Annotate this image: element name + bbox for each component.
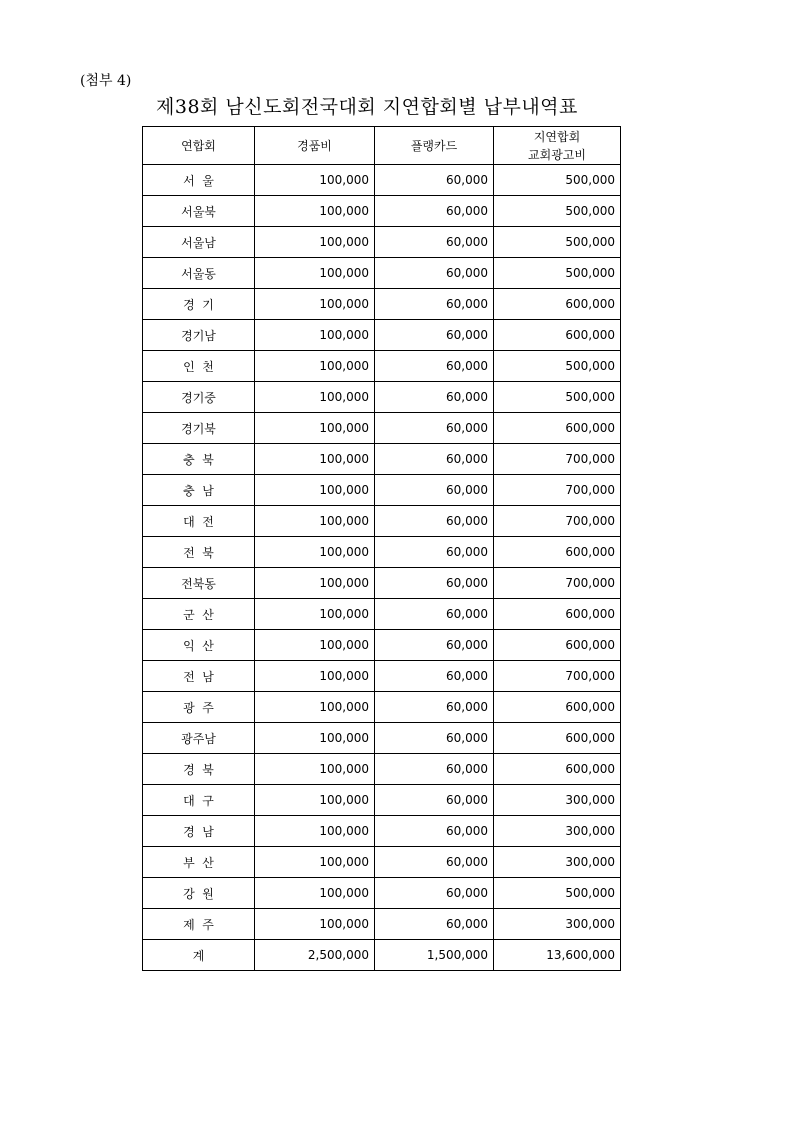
table-row bbox=[143, 413, 621, 444]
table-row bbox=[143, 475, 621, 506]
prize-fee-cell: 100,000 bbox=[255, 506, 375, 537]
banner-fee-cell: 60,000 bbox=[375, 692, 494, 723]
page-title: 제38회 남신도회전국대회 지연합회별 납부내역표 bbox=[156, 96, 578, 118]
region-cell: 충 북 bbox=[143, 444, 255, 475]
table-row bbox=[143, 351, 621, 382]
prize-fee-cell: 100,000 bbox=[255, 630, 375, 661]
table-row bbox=[143, 320, 621, 351]
prize-fee-cell: 100,000 bbox=[255, 909, 375, 940]
region-cell: 강 원 bbox=[143, 878, 255, 909]
table-row bbox=[143, 227, 621, 258]
banner-fee-cell: 60,000 bbox=[375, 475, 494, 506]
prize-fee-cell: 100,000 bbox=[255, 413, 375, 444]
banner-fee-cell: 60,000 bbox=[375, 785, 494, 816]
prize-fee-cell: 100,000 bbox=[255, 444, 375, 475]
prize-fee-cell: 100,000 bbox=[255, 351, 375, 382]
ad-fee-cell: 500,000 bbox=[494, 382, 621, 413]
table-row bbox=[143, 754, 621, 785]
region-cell: 전 남 bbox=[143, 661, 255, 692]
ad-fee-cell: 500,000 bbox=[494, 196, 621, 227]
ad-fee-cell: 300,000 bbox=[494, 909, 621, 940]
table-row bbox=[143, 723, 621, 754]
banner-fee-cell: 60,000 bbox=[375, 258, 494, 289]
ad-fee-cell: 600,000 bbox=[494, 537, 621, 568]
table-row bbox=[143, 785, 621, 816]
prize-fee-cell: 100,000 bbox=[255, 196, 375, 227]
banner-fee-cell: 60,000 bbox=[375, 723, 494, 754]
banner-fee-cell: 60,000 bbox=[375, 506, 494, 537]
ad-fee-cell: 300,000 bbox=[494, 785, 621, 816]
header-prize-fee: 경품비 bbox=[255, 127, 375, 165]
region-cell: 서울남 bbox=[143, 227, 255, 258]
banner-fee-cell: 60,000 bbox=[375, 599, 494, 630]
banner-fee-cell: 60,000 bbox=[375, 878, 494, 909]
region-cell: 경 북 bbox=[143, 754, 255, 785]
ad-fee-cell: 700,000 bbox=[494, 661, 621, 692]
region-cell: 경 기 bbox=[143, 289, 255, 320]
region-cell: 군 산 bbox=[143, 599, 255, 630]
region-cell: 광 주 bbox=[143, 692, 255, 723]
table-row bbox=[143, 537, 621, 568]
prize-fee-cell: 100,000 bbox=[255, 382, 375, 413]
table-row bbox=[143, 909, 621, 940]
prize-fee-cell: 100,000 bbox=[255, 692, 375, 723]
banner-fee-cell: 60,000 bbox=[375, 320, 494, 351]
ad-fee-cell: 600,000 bbox=[494, 754, 621, 785]
ad-fee-cell: 600,000 bbox=[494, 723, 621, 754]
payment-table bbox=[142, 126, 621, 971]
banner-fee-cell: 60,000 bbox=[375, 413, 494, 444]
banner-fee-cell: 60,000 bbox=[375, 537, 494, 568]
table-row bbox=[143, 444, 621, 475]
prize-fee-cell: 100,000 bbox=[255, 227, 375, 258]
table-body bbox=[143, 165, 621, 940]
region-cell: 경기중 bbox=[143, 382, 255, 413]
ad-fee-cell: 600,000 bbox=[494, 692, 621, 723]
prize-fee-cell: 100,000 bbox=[255, 475, 375, 506]
prize-fee-cell: 100,000 bbox=[255, 816, 375, 847]
header-ad-fee-line1: 지연합회 bbox=[533, 129, 581, 144]
ad-fee-cell: 500,000 bbox=[494, 878, 621, 909]
ad-fee-cell: 600,000 bbox=[494, 599, 621, 630]
ad-fee-cell: 300,000 bbox=[494, 847, 621, 878]
ad-fee-cell: 600,000 bbox=[494, 320, 621, 351]
prize-fee-cell: 100,000 bbox=[255, 568, 375, 599]
banner-fee-cell: 60,000 bbox=[375, 444, 494, 475]
ad-fee-cell: 700,000 bbox=[494, 444, 621, 475]
table-row bbox=[143, 382, 621, 413]
banner-fee-cell: 60,000 bbox=[375, 382, 494, 413]
ad-fee-cell: 300,000 bbox=[494, 816, 621, 847]
table-row bbox=[143, 692, 621, 723]
table-row bbox=[143, 630, 621, 661]
prize-fee-cell: 100,000 bbox=[255, 847, 375, 878]
banner-fee-cell: 60,000 bbox=[375, 351, 494, 382]
ad-fee-cell: 600,000 bbox=[494, 630, 621, 661]
prize-fee-cell: 100,000 bbox=[255, 320, 375, 351]
header-ad-fee bbox=[494, 127, 621, 165]
total-ad-fee: 13,600,000 bbox=[494, 940, 621, 971]
table-row bbox=[143, 878, 621, 909]
region-cell: 제 주 bbox=[143, 909, 255, 940]
ad-fee-cell: 600,000 bbox=[494, 413, 621, 444]
table-row bbox=[143, 258, 621, 289]
prize-fee-cell: 100,000 bbox=[255, 878, 375, 909]
region-cell: 전 북 bbox=[143, 537, 255, 568]
header-row bbox=[143, 127, 621, 165]
prize-fee-cell: 100,000 bbox=[255, 258, 375, 289]
total-label: 계 bbox=[143, 940, 255, 971]
total-banner-fee: 1,500,000 bbox=[375, 940, 494, 971]
table-row bbox=[143, 599, 621, 630]
banner-fee-cell: 60,000 bbox=[375, 196, 494, 227]
table-row bbox=[143, 289, 621, 320]
ad-fee-cell: 600,000 bbox=[494, 289, 621, 320]
prize-fee-cell: 100,000 bbox=[255, 599, 375, 630]
prize-fee-cell: 100,000 bbox=[255, 785, 375, 816]
header-region: 연합회 bbox=[143, 127, 255, 165]
region-cell: 충 남 bbox=[143, 475, 255, 506]
region-cell: 대 전 bbox=[143, 506, 255, 537]
banner-fee-cell: 60,000 bbox=[375, 816, 494, 847]
table-row bbox=[143, 506, 621, 537]
banner-fee-cell: 60,000 bbox=[375, 909, 494, 940]
banner-fee-cell: 60,000 bbox=[375, 568, 494, 599]
ad-fee-cell: 500,000 bbox=[494, 165, 621, 196]
header-banner-fee: 플랭카드 bbox=[375, 127, 494, 165]
banner-fee-cell: 60,000 bbox=[375, 289, 494, 320]
table-footer bbox=[143, 940, 621, 971]
table-header bbox=[143, 127, 621, 165]
region-cell: 광주남 bbox=[143, 723, 255, 754]
banner-fee-cell: 60,000 bbox=[375, 754, 494, 785]
region-cell: 경기북 bbox=[143, 413, 255, 444]
region-cell: 익 산 bbox=[143, 630, 255, 661]
table-row bbox=[143, 661, 621, 692]
banner-fee-cell: 60,000 bbox=[375, 630, 494, 661]
ad-fee-cell: 500,000 bbox=[494, 351, 621, 382]
prize-fee-cell: 100,000 bbox=[255, 754, 375, 785]
region-cell: 경기남 bbox=[143, 320, 255, 351]
region-cell: 전북동 bbox=[143, 568, 255, 599]
ad-fee-cell: 700,000 bbox=[494, 475, 621, 506]
prize-fee-cell: 100,000 bbox=[255, 165, 375, 196]
ad-fee-cell: 500,000 bbox=[494, 258, 621, 289]
region-cell: 서울동 bbox=[143, 258, 255, 289]
banner-fee-cell: 60,000 bbox=[375, 165, 494, 196]
banner-fee-cell: 60,000 bbox=[375, 661, 494, 692]
table-row bbox=[143, 196, 621, 227]
ad-fee-cell: 500,000 bbox=[494, 227, 621, 258]
banner-fee-cell: 60,000 bbox=[375, 847, 494, 878]
total-row bbox=[143, 940, 621, 971]
region-cell: 서 울 bbox=[143, 165, 255, 196]
table-row bbox=[143, 816, 621, 847]
region-cell: 서울북 bbox=[143, 196, 255, 227]
total-prize-fee: 2,500,000 bbox=[255, 940, 375, 971]
table-row bbox=[143, 847, 621, 878]
region-cell: 부 산 bbox=[143, 847, 255, 878]
banner-fee-cell: 60,000 bbox=[375, 227, 494, 258]
prize-fee-cell: 100,000 bbox=[255, 537, 375, 568]
prize-fee-cell: 100,000 bbox=[255, 661, 375, 692]
region-cell: 경 남 bbox=[143, 816, 255, 847]
table-row bbox=[143, 165, 621, 196]
region-cell: 인 천 bbox=[143, 351, 255, 382]
header-ad-fee-line2: 교회광고비 bbox=[528, 147, 586, 162]
prize-fee-cell: 100,000 bbox=[255, 723, 375, 754]
prize-fee-cell: 100,000 bbox=[255, 289, 375, 320]
attachment-label: (첨부 4) bbox=[80, 73, 132, 89]
ad-fee-cell: 700,000 bbox=[494, 568, 621, 599]
region-cell: 대 구 bbox=[143, 785, 255, 816]
ad-fee-cell: 700,000 bbox=[494, 506, 621, 537]
table-row bbox=[143, 568, 621, 599]
